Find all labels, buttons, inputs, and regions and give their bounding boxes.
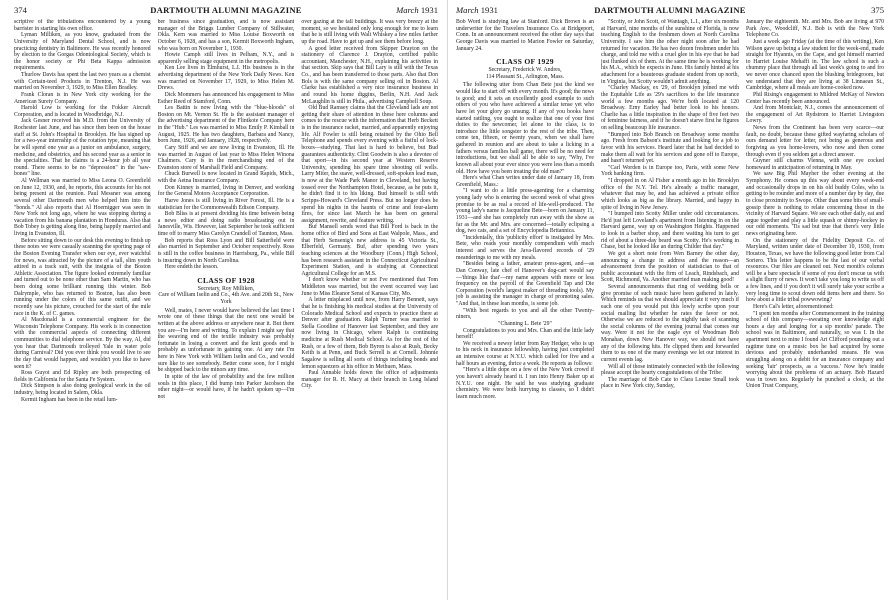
paragraph: over gazing at the tall buildings. It was very breezy at the moment, so we hesitated only long enough for me to learn that he is still living with Walt Whiskey a few miles farther up the road. Have to get up and see them before long. — [301, 19, 439, 45]
text-column — [456, 19, 594, 598]
paragraph: "Charley Mackay, ex '29, of Brooklyn joined me with the Equitable Life as '29's sacrifices to the life insurance world a few months ago. We're both located at 120 Broadway. Erny Earley had better look to his honors. Charlie has a little inspiration in the shape of five feet two of feminine fairness, and if he doesn't starve first he figures on selling beaucoup life insurance. — [601, 85, 739, 131]
paragraph: "Scotty, or John Scott, of Wantagh, L.I., after six months at Harvard, nine months of the sunshine of Florida, is now teaching English to the freshmen down at North Carolina University. I saw him the other night soon after he had returned for vacation. He has two dozen freshmen under his charge, and told me with a cruel glee in his eye that he had just flunked six of them. At the same time he is working for his M.A., which he expects in June. His family hinted at his attachment for a beauteous graduate student from up north, in Virginia, but Scotty wouldn't admit anything. — [601, 19, 739, 85]
paragraph: Harve Jones is still living in River Forest, Ill. He is a statistician for the Commonwealth Edison Company. — [157, 197, 295, 211]
paragraph: Howie Camph still lives in Pelham, N.Y., and is apparently selling stage equipment in the metropolis. — [157, 52, 295, 65]
paragraph: Bob Word is studying law at Stanford. Dick Brown is an underwriter for the Travelers Insurance Co. at Bridgeport, Conn. In an announcement received the other day says that George Davis was married to Marion Fowler on Saturday, January 24. — [456, 19, 594, 52]
page-number: 374 — [14, 5, 27, 15]
class-secretary: Secretary, Roy Milliken, — [197, 285, 255, 292]
paragraph: Frank Cloran is in New York city working for the American Surety Company. — [14, 91, 151, 105]
paragraph: "I spent ten months after Commencement in the training school of this company—sweating over knowledge eight hours a day and longing for a sip months' parade. The school was in Baltimore, and naturally, so was I. In the apartment next to mine I found Art Clifford pounding out a ragtime tune on a music box he had acquired by some devious and probably underhanded means. He was struggling along on a debit for an insurance company and seeking 'fair' prospects, as a 'success.' Now he's inside worrying about the problems of an actuary. Bob Hazard was in town too. Regularly he punched a clock, at the Union Trust Company, — [746, 310, 884, 390]
paragraph: ber business since graduation, and is now assistant manager of the Briggs Lumber Company of Stillwater, Okla. Kern was married to Miss Louise Boxworth on October 6, 1928, and has a son, Kermit Boxworth Ingham, who was born on November 1, 1930. — [157, 19, 295, 52]
paragraph: Al Wellman was married to Miss Leona O. Greenfield on June 12, 1930, and, he reports, this accounts for his not being present at the reunion. Paul Messner was among several other Dartmouth men who helped him into the "bonds." Al also reports that Al Hoernigger was seen in New York not long ago, where he was stopping during a vacation from his banana plantation in Honduras. Also that Bob Tobey is getting along fine, being happily married and living in Evanston, Ill. — [14, 178, 151, 237]
paragraph: Dick Simpson is also doing geological work in the oil industry, being located in Salem, Okla. — [14, 383, 151, 396]
paragraph: "Bumped into Bob Branch on Broadway some months ago. Fresh from Babson's institute and looking for a job to favor with his services. Heard later that he had decided to make them all wait for his services and gone off to Europe, and hasn't returned yet. — [601, 131, 739, 165]
class-heading: CLASS OF 1928 — [197, 275, 255, 285]
paragraph: Here's Cal's letter, aforementioned: — [753, 303, 834, 310]
paragraph: "Incidentally, this 'publicity effort' is instigated by Mrs. Bete, who reads your monthly compendium with much interest and serves the Java-flavored records of '29 meanderings to me with my meals. — [456, 234, 594, 261]
paragraph: In spite of the law of probability and the few million souls in this place, I did bump into Parker Jacobson the other night—or would have, if he hadn't spoken up—I'm not — [157, 373, 295, 400]
class-secretary: Secretary, Frederick W. Andres, — [488, 67, 562, 74]
paragraph: I don't know whether or not I've mentioned that Tom Middleton was married, but the event occurred way last June to Miss Eleanor Senst of Kansas City, Mo. — [301, 277, 439, 297]
magazine-title: DARTMOUTH ALUMNI MAGAZINE — [150, 5, 302, 15]
issue-year: 1931 — [480, 5, 498, 15]
paragraph: Ken Lee lives in Elmhurst, L.I. His business is in the advertising department of the New York Daily News. Ken was married on November 17, 1929, to Miss Helen M. Drews. — [157, 65, 295, 92]
text-column — [601, 19, 739, 598]
paragraph: Well, mates, I never would have believed the last time I wrote one of these things that the next one would be written at the above address or anywhere near it. But there you are—I'm here and writing. To explain I might say that the weaving end of the textile industry was probably fortunate in losing a convert and the knit goods end is probably as unfortunate in gaining one. At any rate I'm here in New York with William Iselin and Co., and would sure like to see somebody. Better come soon, for I might be shipped back to the minors any time. — [157, 307, 295, 374]
magazine-title: DARTMOUTH ALUMNI MAGAZINE — [594, 5, 746, 15]
paragraph: January the eighteenth. Mr. and Mrs. Bob are living at 970 Park Ave., Woodcliff, N.J. Bob is with the New York Telephone Co. — [746, 19, 884, 39]
paragraph: "I want to do a little press-agenting for a charming young lady who is entering the second week of what gives promise to be as real a record of life-well-produced. The young lady's name is Jacqueline Bete—born on January 11, 1931—and she has completely run away with the show as far as the Mr. and Mrs. are concerned—totally eclipsing a dog, two cats, and a set of Encyclopedia Britannica. — [456, 188, 594, 235]
paragraph: We received a newsy letter from Ray Hedger, who is up to his neck in insurance fellowship, having just completed an intensive course at N.Y.U. which called for five and a half hours an evening, thrice a week. He reports as follows: — [456, 340, 594, 367]
paragraph: Harold Low is working for the Fokker Aircraft Corporation, and is located in Woodbridge, N.J. — [14, 105, 151, 118]
paragraph: And from Montclair, N.J., comes the announcement of the engagement of Art Rydstrom to Harriet Livingston Lowry. — [746, 105, 884, 125]
paragraph: Lyman Milliken, as you know, graduated from the University of Maryland Dental School, and is now practicing dentistry in Baltimore. He was recently honored by election to the Gorgas Odontological Society, which is the honor society or Phi Beta Kappa admission requirements. — [14, 32, 151, 72]
paragraph: Paul Annable holds down the office of adjustments manager for R. H. Macy at their branch in Long Island City. — [301, 370, 439, 390]
paragraph: News from the Continent has been very scarce—our fault, no doubt, because these gifted wayfaring scholars of ours demand letter for letter, not being as generous and forgiving as you home-lovers, who now and then come through even if you seldom get a direct answer. — [746, 125, 884, 158]
text-column — [301, 19, 438, 598]
paragraph: Old Bud Ramsey claims that the Cleveland lads are not getting their share of attention in these here columns and comes to the rescue with the information that Herb Beckett is in the insurance racket, married, and apparently enjoying life. Alf Fowler is still being retained by the Ohio Bell Telephone and spends every evening with a fistful of lock-boxes—studying. That last is hard to believe, but Bud guarantees authenticity. Clint Goodwin is also a devotee of that sport—in his second year at Western Reserve University, spending his spare time shooting oil wells. Larry Miter, the suave, well-dressed, soft-spoken lead man, is now at the Wade Park Manor in Cleveland, but having tossed over the Northampton Hotel, because, as he puts it, he didn't find it to his liking. Bud himself is still with Scripps-Howard's Cleveland Press. But no longer does he spend his nights in the haunts of crime and four-alarm fires, for since last March he has been on general assignment, rewrite, and feature writing. — [301, 105, 439, 224]
paragraph: Bob reports that Ross Lyon and Bill Satterfield were also married in September and October respectively. Ross is still in the coffee business in Harrisburg, Pa., while Bill is insuring down in North Carolina. — [157, 237, 295, 264]
text-column — [158, 19, 295, 598]
paragraph: Just a week ago Friday (at the time of this writing), Ken Wilson gave up being a law student for the week-end, made straight for Hyannis, on the Cape, and got himself married to Harriet Louise Mehaffi in. The law school is such a chummy place that through all last week's going to and fro we never once chanced upon the blushing bridegroom, but we understand that they are living at 38 Linnaean St., Cambridge, where all meals are home-cooked now. — [746, 38, 884, 92]
paragraph: Thurlow Davis has spent the last two years as a chemist with Certain-teed Products in Trenton, N.J. He was married on November 3, 1929, to Miss Ellen Bradley. — [14, 72, 151, 92]
paragraph: "With best regards to you and all the other Twenty-niners, — [456, 307, 594, 321]
letter-signature: "Channing L. Bete '29" — [498, 320, 552, 327]
issue-month: March — [456, 5, 479, 15]
paragraph: Will all of those intimately connected with the following please accept the hearty congratulations of the Tribe: — [601, 363, 739, 377]
right-page — [448, 0, 896, 600]
paragraph: A good letter received from Skipper Drayton on the stationery of Clarence J. Drayton, certified public accountant, Manchester, N.H., explaining his activities in that section. Skip says that Bill Lary is still with the Texas Co., and has been transferred to those parts. Also that Don Bols is with the same company selling oil in Boston. Al Clarke has established a very nice insurance business in and round his home diggins, Berlin, N.H. And Jack McLaughlin is still in Phila., advertising Campbell Soup. — [301, 45, 439, 105]
secretary-address: Care of William Iselin and Co., 4th Ave. and 20th St., New York — [158, 292, 294, 305]
paragraph: Les Battin is now living with the "blue-bloods" of Boston on Mt. Vernon St. He is the assistant manager of the advertising department of the Flintkote Company here in the "Hub." Les was married to Miss Emily P. Kimball in August, 1925. He has two daughters, Barbara and Nancy, born June, 1926, and January, 1928, respectively. — [157, 105, 295, 145]
paragraph: A letter misplaced until now, from Harry Bennett, says that he is finishing his medical studies at the University of Colorado Medical School and expects to practice there at Denver after graduation. Ralph Turner was married to Stella Goodline of Hanover last September, and they are now living in Chicago, where Ralph is continuing medicine at Rush Medical School. As for the rest of the Rush, or a few of them, Bob Byron is also at Rush, Becky Keith is at Penn, and Buck Serrell is at Cornell. Johnnie Sagalow is selling all sorts of things including bonds and lemon squeezers at his office in Methuen, Mass. — [301, 297, 439, 370]
text-column — [746, 19, 884, 598]
secretary-address: 114 Pleasant St., Arlington, Mass. — [485, 73, 565, 80]
class-heading: CLASS OF 1929 — [496, 57, 554, 67]
paragraph: Before sitting down to our desk this evening to finish up these notes we were casually scanning the sporting page of the Boston Evening Transfer when our eye, ever watchful for news, was attracted by the picture of a tall, slim youth attired in a track suit, with the insignia of the Boston Athletic Association. The figure looked extremely familiar and turned out to be none other than Sam Martin, who has been doing some brilliant running this winter. Bob Dalrymple, who has returned to Boston, has also been running under the colors of this same outfit, and we recently saw his picture, crouched for the start of the mile race in the K. of C. games. — [14, 237, 151, 317]
paragraph: Several announcements that ring of wedding bells or give promise of such music have been gathered in lately. Which reminds us that we should appreciate it very much if each one of you would put this lowly scribe upon your social mailing list whether he rates the favor or not. Otherwise we are reduced to the nightly task of scanning the social columns of the evening journal that comes our way. Were it not for the eagle eye of Woodman Bob Monahan, down New Hanover way, we should not have any of the following hits. He clipped them and forwarded them to us one of the many evenings we let our interest in current events lag. — [601, 284, 739, 363]
paragraph: Here endeth the lesson. — [164, 264, 219, 271]
paragraph: The marriage of Bob Cate to Clara Louise Small took place in New York city, Sunday, — [601, 376, 739, 390]
paragraph: Bob Bliss is at present dividing his time between being a news editor and doing radio broadcasting out in Janesville, Wis. However, last September he took sufficient time off to marry Miss Carolyn Crandell of Taunton, Mass. — [157, 211, 295, 237]
issue-date — [396, 4, 438, 16]
paragraph: Don Kinney is married, living in Denver, and working for the General Motors Acceptance Corporation. — [157, 184, 295, 198]
right-running-head — [456, 4, 884, 16]
text-column — [14, 19, 151, 598]
paragraph: Cary Stiff and we are now living in Evanston, Ill. He was married in August of last year to Miss Helen Winona Chalmers. Cary is in the merchandising end of the Evanston store of Marshall Field and Company. — [157, 144, 295, 171]
paragraph: Al Macdonald is a commercial engineer for the Wisconsin Telephone Company. His work is in connection with the commercial aspects of connecting different communities to dial telephone service. By the way, Al, did you hear that Dartmouth trolleyed Yale in water polo during Carnival? Did you ever think you would live to see the day that would happen, and wouldn't you like to have seen it? — [14, 317, 151, 370]
paragraph: "I bumped into Scotty Miller under odd circumstances. He'd just left Loveland's apartment from listening in on the Harvard game, way up on Washington Heights. Happened to look in a barber shop, and there waiting his turn to get rid of about a three-day beard was Scotty. He's working in Chase, but he looked like an during Childer that day." — [601, 211, 739, 251]
paragraph: Dick Mommers has announced his engagement to Miss Esther Reed of Stamford, Conn. — [157, 91, 295, 105]
paragraph: "Carl Worden is in Europe too, Paris, with some New York banking firm. — [601, 164, 739, 178]
paragraph: Buf Mansell sends word that Bill Ford is back in the home office of Bird and Sons at East Walpole, Mass., and that Herb Sensenig's new address is 45 Victoria St., Elberfeld, Germany. Buf, after spending two years teaching sciences at the Woodbury (Conn.) High School, has been research assistant in the Connecticut Agricultural Experiment Station, and is studying at Connecticut Agricultural College for an M.S. — [301, 224, 439, 277]
paragraph: The following utter from Chan Bete just the kind we would like to start off with every month. It's good; the news is good; and it sets an excellently good example to such others of you who have achieved a similar tense yet who have let your glory go unsung. If any of you books have started rattling, you ought to realize that one of your first duties to the newcomer, let alone to the class, is to introduce the little songster to the rest of the tribe. Then, come ten, fifteen, or twenty years, when we shall have gathered in reunion and are about to take a licking in a fathers versus families ball game, there will be no need for introductions, but we shall all be able to say, "Why, I've known all about your ever since you were less than a month old. How have you been treating the old man?" — [456, 82, 594, 175]
paragraph: Chuck Burwell is now located in Grand Rapids, Mich., with the Aetna Insurance Company. — [157, 171, 295, 184]
paragraph: Jack Gesner received his M.D. from the University of Rochester last June, and has since then been on the house staff at St. John's Hospital in Brooklyn. He has signed up for a two-year internship of the rotation type, meaning that he will spend one year as a junior on ambulance, surgery, medicine, and obstetrics, and his second year as a senior in the specialties. That he claims is a 24-hour job all year round. There seems to be no "depression" in the "saw-bones" line. — [14, 118, 151, 178]
paragraph: Congratulations to you and Mrs. Chan and the little lady herself! — [456, 327, 594, 341]
right-columns — [456, 19, 884, 598]
paragraph: "I dropped in on Al Fisher a month ago in his Brooklyn office of the N.Y. Tel. He's already a traffic manager, whatever that may be, and has achieved a private office which looks as big as the library. Married, and happy in spite of living in New Jersey. — [601, 178, 739, 211]
paragraph: "Here's a little dope on a few of the New York crowd if you haven't already heard it. I ran into Henry Baker up at N.Y.U. one night. He said he was studying graduate chemistry. We were both hurrying to classes, so I didn't learn much more. — [456, 367, 594, 400]
issue-year: 1931 — [420, 5, 438, 15]
paragraph: On the stationery of the Fidelity Deposit Co. of Maryland, written under date of December 10, 1930, from Houston, Texas, we have the following good letter from Cal Soriero. This letter happens to be the last of our verbal resources. Our files are cleaned out. Next month's column will be a bare spectacle if some of you don't rescue us with a slight flurry of news. It won't take you long to write us off a few lines, and if you don't it will surely take your scribe a very long time to scout down odd items here and there. So how about a little tribal powwowing? — [746, 237, 884, 304]
paragraph: scriptive of the tribulations encountered by a young barrister in starting his own office. — [14, 19, 151, 32]
paragraph: We got a short note from Wen Barney the other day, announcing a change in address and the reason—an advancement from the position of statistician to that of public accountant with the firm of Leach, Rindsbach, and Scott, Richmond, Va. Another married man making good! — [601, 250, 739, 284]
left-running-head — [14, 4, 438, 16]
paragraph: Here's what Chan writes under date of January 18, from Greenfield, Mass.: — [456, 175, 594, 188]
paragraph: Guyner still charms Vienna, with one eye cocked homeward in anticipation of returning in May. — [746, 158, 884, 171]
paragraph: Kermit Ingham has been in the retail lum- — [21, 396, 118, 403]
left-columns — [14, 19, 438, 598]
paragraph: "Besides being a father, amateur press-agent, and—as Dan Conway, late chef of Hanover's dog-cart would say—'things like that'—my name appears with more or less frequency on the payroll of the Greenfield Tap and Die Corporation (world's largest maker of threading tools). My job is assisting the manager in charge of promoting sales. "And that, in these lean months, is some job. — [456, 261, 594, 307]
paragraph: Phil Rising's engagement to Mildred McKay of Newton Center has recently been announced. — [746, 91, 884, 105]
issue-month: March — [396, 5, 419, 15]
page-number: 375 — [871, 5, 884, 15]
paragraph: Ross Guyot and Ed Ripley are both prospecting oil fields in California for the Santa Fe System. — [14, 370, 151, 383]
paragraph: We saw Big Phil Mayher the other evening at the Symphony. He comes up this way about every week-end and occasionally drops in on his old buddy Coles, who is getting to be rounder and more of a number day by day, due to close proximity to Swope. Other than some bits of small-gossip there is nothing to relate concerning those in the vicinity of Harvard Square. We see each other daily, eat and argue together and play a little squash or shinny-hockey in our odd moments. 'Tis sad but true that there's very little news originating here. — [746, 171, 884, 237]
